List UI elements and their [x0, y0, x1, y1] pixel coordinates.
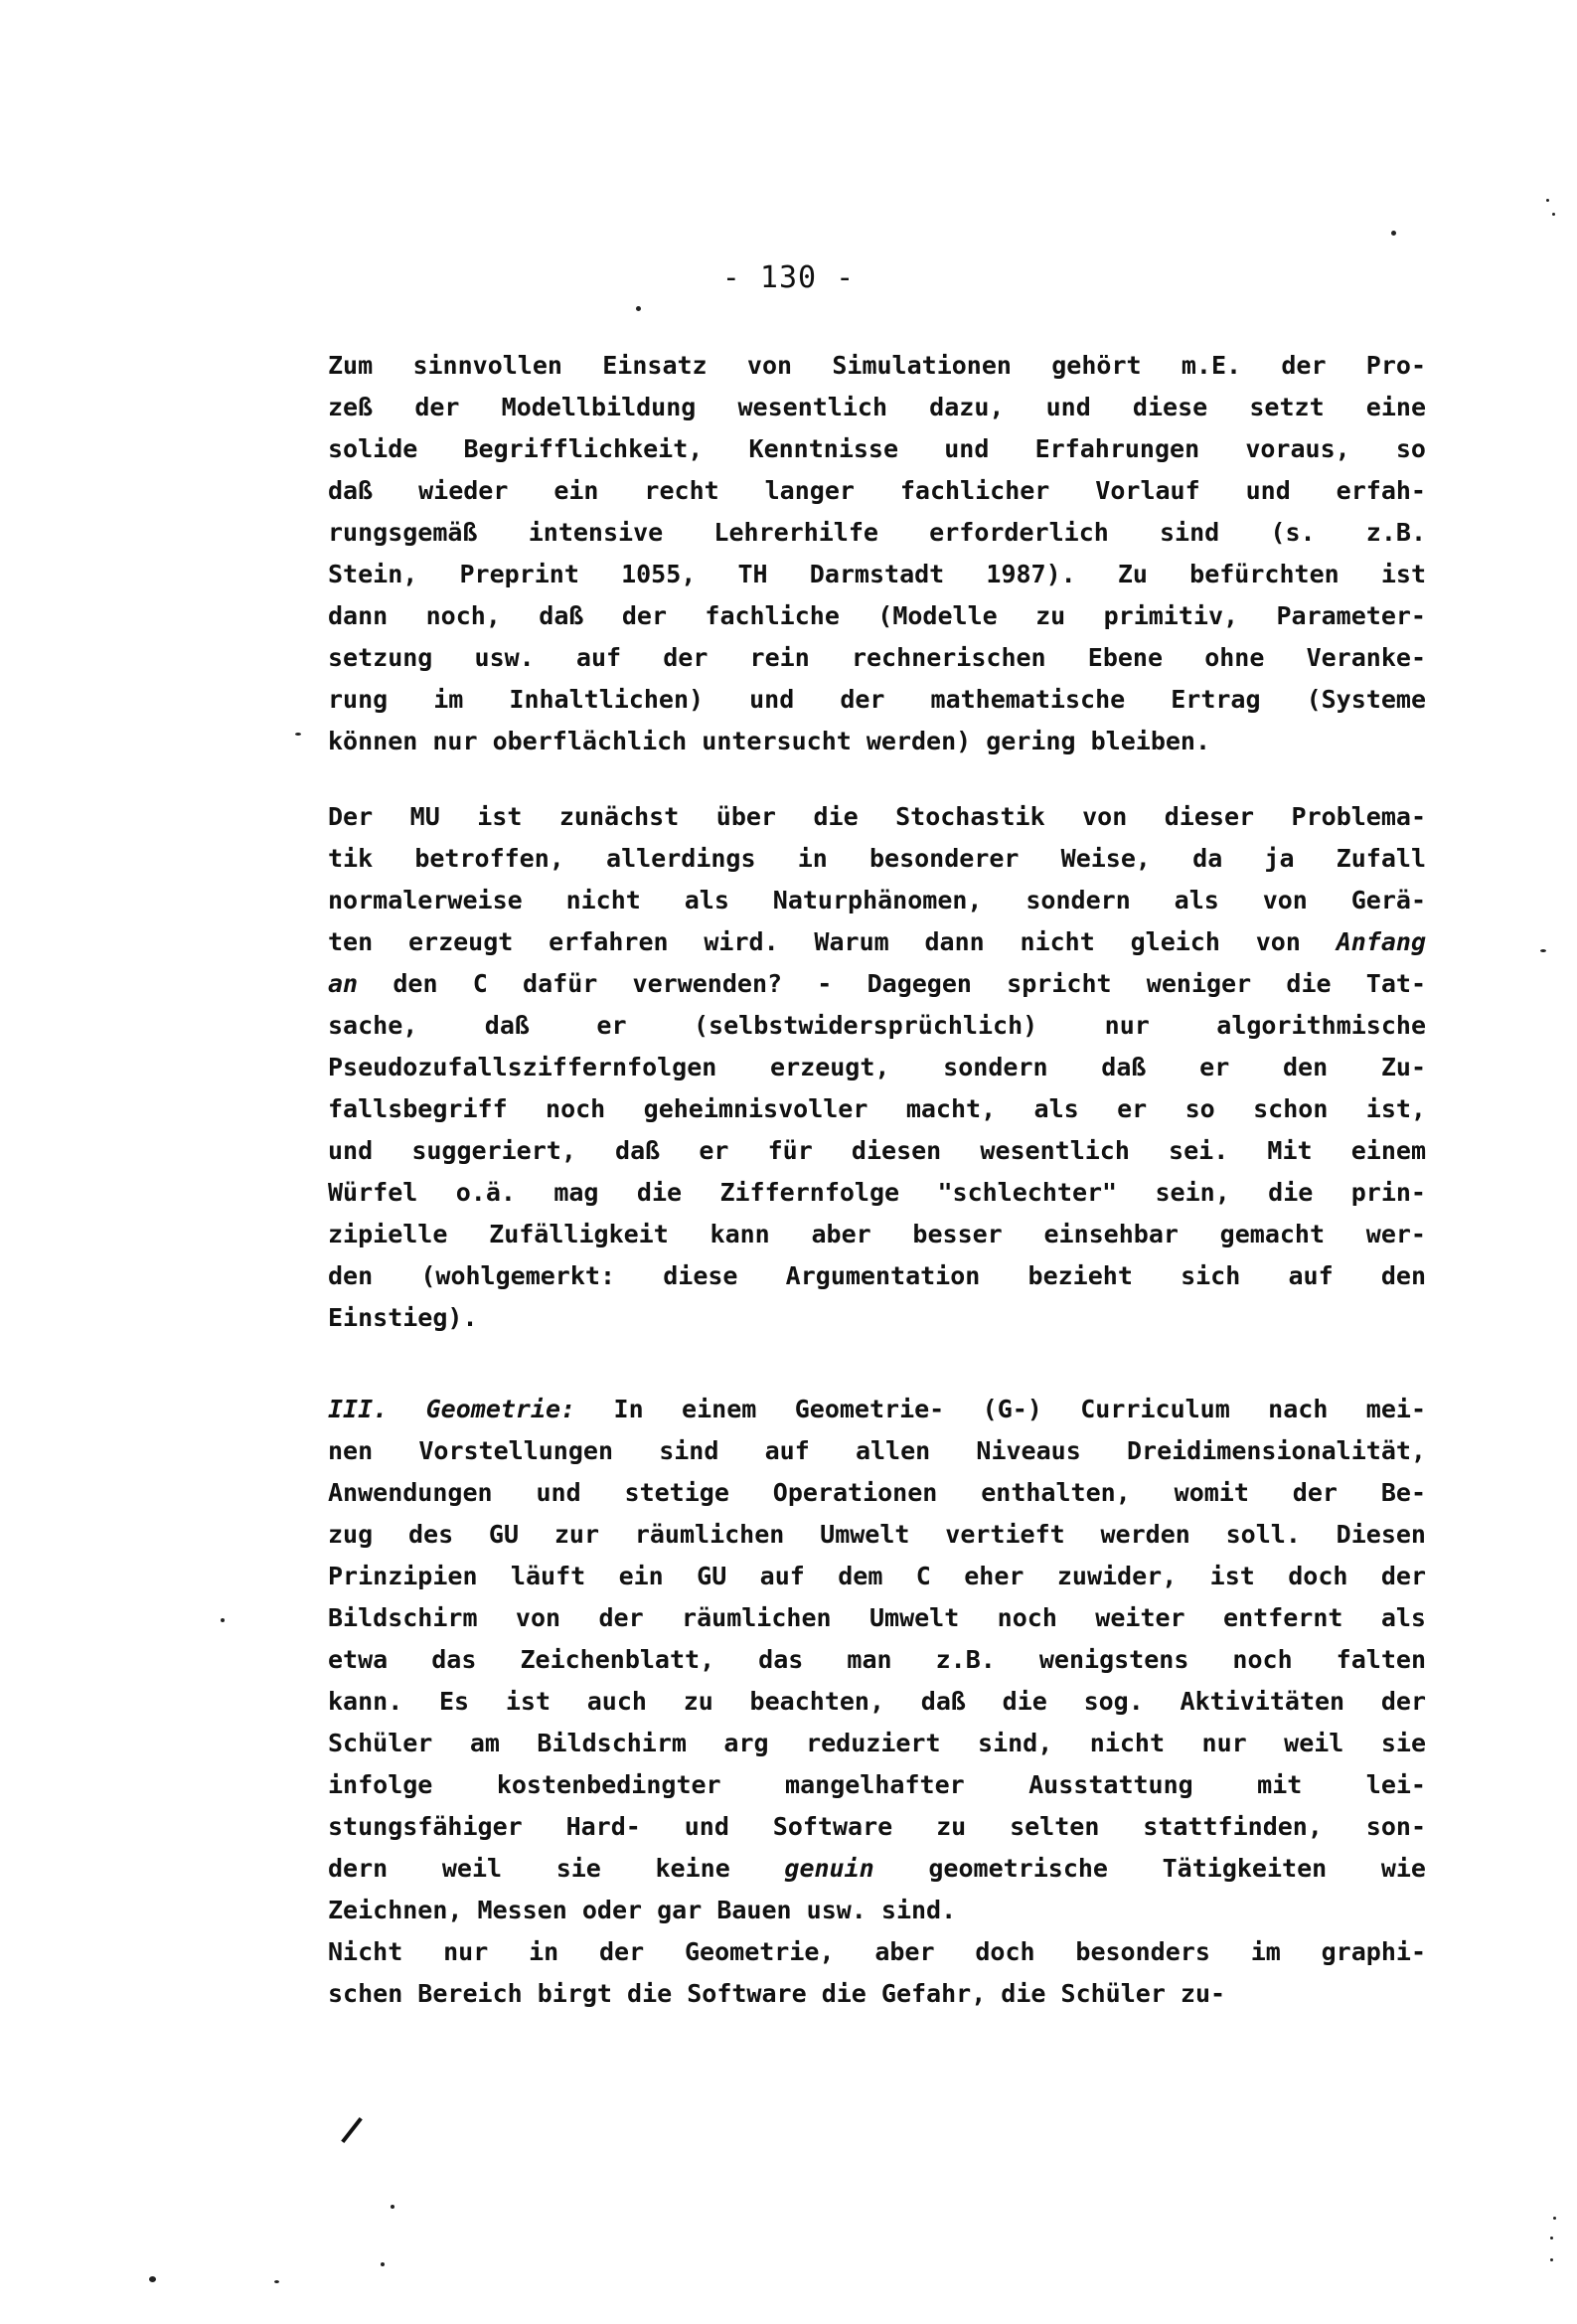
text-line: Zeichnen, Messen oder gar Bauen usw. sind. [328, 1896, 957, 1924]
text-line: infolge kostenbedingter mangelhafter Ausstattung mit lei- [328, 1770, 1426, 1799]
text-line: zeß der Modellbildung wesentlich dazu, und diese setzt eine [328, 393, 1426, 421]
text-line: schen Bereich birgt die Software die Gefahr, die Schüler zu- [328, 1979, 1226, 2008]
text-line: sache, daß er (selbstwidersprüchlich) nur algorithmische [328, 1011, 1426, 1040]
text-line: kann. Es ist auch zu beachten, daß die sog. Aktivitäten der [328, 1687, 1426, 1716]
text-line: stungsfähiger Hard- und Software zu selten stattfinden, son- [328, 1812, 1426, 1841]
scan-speck [1550, 2237, 1553, 2240]
text-line: Prinzipien läuft ein GU auf dem C eher zuwider, ist doch der [328, 1562, 1426, 1590]
scan-speck [274, 2280, 279, 2283]
text-line: Einstieg). [328, 1303, 478, 1332]
text-line: können nur oberflächlich untersucht werden) gering bleiben. [328, 727, 1211, 755]
text-line: und suggeriert, daß er für diesen wesentlich sei. Mit einem [328, 1136, 1426, 1165]
paragraph-simulation [328, 345, 1426, 762]
text-line: an den C dafür verwenden? - Dagegen spricht weniger die Tat- [328, 969, 1426, 998]
emphasized-text: genuin [784, 1854, 874, 1883]
scan-speck [1552, 213, 1555, 216]
scan-speck [1546, 199, 1549, 202]
text-line: Schüler am Bildschirm arg reduziert sind, nicht nur weil sie [328, 1729, 1426, 1757]
text-line: Bildschirm von der räumlichen Umwelt noch weiter entfernt als [328, 1603, 1426, 1632]
text-line: normalerweise nicht als Naturphänomen, sondern als von Gerä- [328, 886, 1426, 914]
text-line: Der MU ist zunächst über die Stochastik von dieser Problema- [328, 802, 1426, 831]
scan-speck [1553, 2217, 1556, 2220]
emphasized-text: Anfang [1336, 927, 1426, 956]
scan-speck [636, 306, 641, 311]
paragraph-stochastik [328, 796, 1426, 1339]
scan-speck [1540, 949, 1546, 952]
text-line: zipielle Zufälligkeit kann aber besser einsehbar gemacht wer- [328, 1220, 1426, 1248]
scan-speck [1550, 2258, 1553, 2261]
text-line: Pseudozufallsziffernfolgen erzeugt, sondern daß er den Zu- [328, 1053, 1426, 1081]
scan-speck [381, 2262, 385, 2266]
text-line: fallsbegriff noch geheimnisvoller macht, als er so schon ist, [328, 1094, 1426, 1123]
text-line: rung im Inhaltlichen) und der mathematische Ertrag (Systeme [328, 685, 1426, 714]
scan-speck [149, 2276, 156, 2282]
text-line: daß wieder ein recht langer fachlicher Vorlauf und erfah- [328, 476, 1426, 505]
emphasized-text: III. Geometrie: [328, 1395, 576, 1423]
text-line: Anwendungen und stetige Operationen enthalten, womit der Be- [328, 1478, 1426, 1507]
text-line: rungsgemäß intensive Lehrerhilfe erforderlich sind (s. z.B. [328, 518, 1426, 547]
pencil-mark [341, 2117, 363, 2143]
scan-speck [1391, 231, 1396, 236]
scan-speck [295, 733, 301, 736]
paragraph-graphik [328, 1931, 1426, 2015]
text-line: tik betroffen, allerdings in besonderer Weise, da ja Zufall [328, 844, 1426, 873]
text-line: etwa das Zeichenblatt, das man z.B. wenigstens noch falten [328, 1645, 1426, 1674]
page-number: - 130 - [721, 260, 856, 295]
text-line: Nicht nur in der Geometrie, aber doch besonders im graphi- [328, 1937, 1426, 1966]
text-line: Zum sinnvollen Einsatz von Simulationen gehört m.E. der Pro- [328, 351, 1426, 380]
scan-speck [221, 1618, 225, 1622]
scan-speck [391, 2205, 394, 2209]
text-line: den (wohlgemerkt: diese Argumentation bezieht sich auf den [328, 1261, 1426, 1290]
text-line: zug des GU zur räumlichen Umwelt vertieft werden soll. Diesen [328, 1520, 1426, 1549]
text-line: dann noch, daß der fachliche (Modelle zu primitiv, Parameter- [328, 601, 1426, 630]
emphasized-text: an [328, 969, 359, 998]
text-line: III. Geometrie: In einem Geometrie- (G-) Curriculum nach mei- [328, 1395, 1426, 1423]
text-line: ten erzeugt erfahren wird. Warum dann nicht gleich von Anfang [328, 927, 1426, 956]
text-line: nen Vorstellungen sind auf allen Niveaus Dreidimensionalität, [328, 1436, 1426, 1465]
text-line: Stein, Preprint 1055, TH Darmstadt 1987). Zu befürchten ist [328, 560, 1426, 588]
text-line: dern weil sie keine genuin geometrische Tätigkeiten wie [328, 1854, 1426, 1883]
text-line: setzung usw. auf der rein rechnerischen Ebene ohne Veranke- [328, 643, 1426, 672]
paragraph-geometrie [328, 1389, 1426, 1931]
text-line: Würfel o.ä. mag die Ziffernfolge "schlechter" sein, die prin- [328, 1178, 1426, 1207]
text-line: solide Begrifflichkeit, Kenntnisse und Erfahrungen voraus, so [328, 434, 1426, 463]
